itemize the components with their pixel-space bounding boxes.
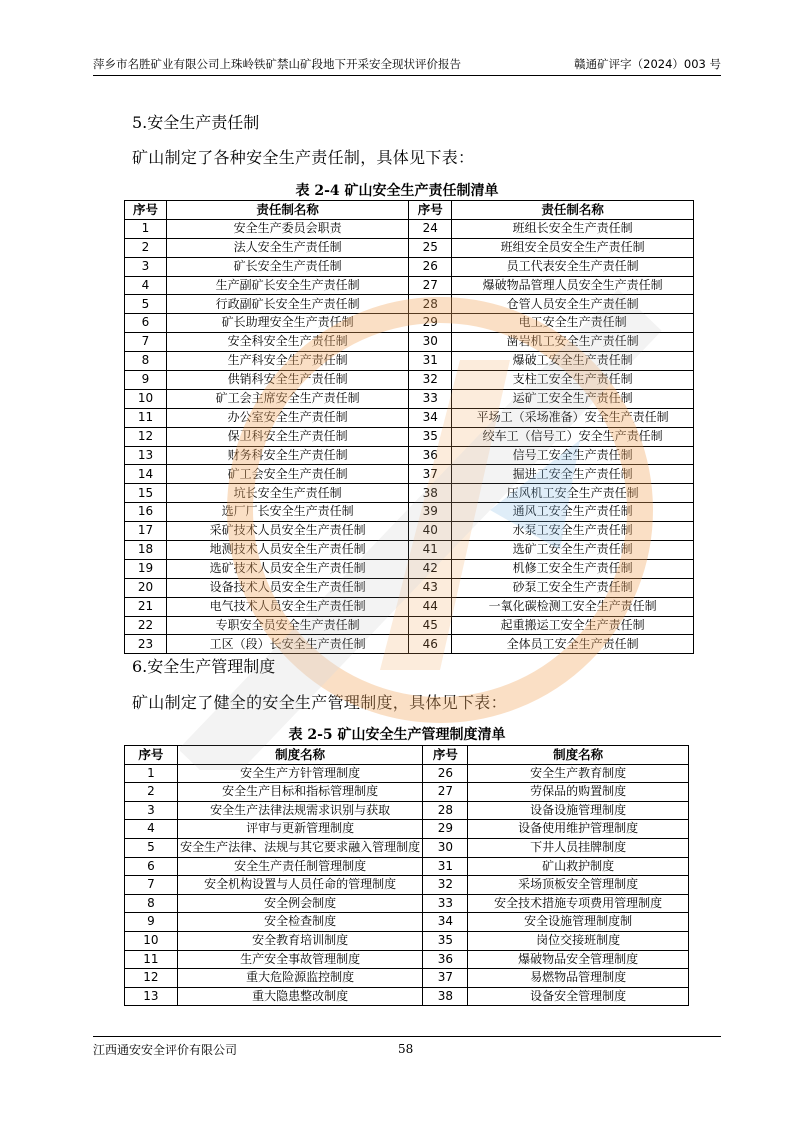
row-number-cell: 9 (125, 371, 167, 390)
item-name-cell: 平场工（采场准备）安全生产责任制 (452, 408, 694, 427)
row-number-cell: 34 (409, 408, 452, 427)
row-number-cell: 12 (125, 969, 178, 988)
row-number-cell: 40 (409, 522, 452, 541)
footer-company: 江西通安安全评价有限公司 (93, 1043, 238, 1057)
table-row (125, 465, 694, 484)
table-2-5-caption: 表 2-5 矿山安全生产管理制度清单 (288, 727, 506, 743)
row-number-cell: 44 (409, 597, 452, 616)
table-row (125, 838, 689, 857)
item-name-cell: 地测技术人员安全生产责任制 (166, 541, 408, 560)
item-name-cell: 法人安全生产责任制 (166, 238, 408, 257)
row-number-cell: 2 (125, 783, 178, 802)
row-number-cell: 3 (125, 801, 178, 820)
item-name-cell: 绞车工（信号工）安全生产责任制 (452, 427, 694, 446)
item-name-cell: 财务科安全生产责任制 (166, 446, 408, 465)
item-name-cell: 机修工安全生产责任制 (452, 559, 694, 578)
table-row (125, 484, 694, 503)
item-name-cell: 安全教育培训制度 (177, 931, 423, 950)
item-name-cell: 支柱工安全生产责任制 (452, 371, 694, 390)
row-number-cell: 41 (409, 541, 452, 560)
item-name-cell: 安全生产方针管理制度 (177, 764, 423, 783)
row-number-cell: 21 (125, 597, 167, 616)
row-number-cell: 7 (125, 876, 178, 895)
item-name-cell: 生产副矿长安全生产责任制 (166, 276, 408, 295)
row-number-cell: 25 (409, 238, 452, 257)
row-number-cell: 29 (423, 820, 468, 839)
row-number-cell: 3 (125, 257, 167, 276)
section-5-paragraph: 矿山制定了各种安全生产责任制，具体见下表： (132, 148, 475, 167)
column-header: 序号 (125, 201, 167, 220)
table-row (125, 333, 694, 352)
item-name-cell: 掘进工安全生产责任制 (452, 465, 694, 484)
item-name-cell: 班组长安全生产责任制 (452, 219, 694, 238)
table-row (125, 616, 694, 635)
table-header-row (125, 201, 694, 220)
table-2-4-caption: 表 2-4 矿山安全生产责任制清单 (295, 183, 499, 199)
row-number-cell: 32 (423, 876, 468, 895)
row-number-cell: 37 (409, 465, 452, 484)
table-row (125, 389, 694, 408)
table-row (125, 371, 694, 390)
table-row (125, 820, 689, 839)
item-name-cell: 矿工会主席安全生产责任制 (166, 389, 408, 408)
row-number-cell: 31 (409, 352, 452, 371)
row-number-cell: 46 (409, 635, 452, 654)
table-row (125, 950, 689, 969)
row-number-cell: 35 (423, 931, 468, 950)
item-name-cell: 电工安全生产责任制 (452, 314, 694, 333)
item-name-cell: 矿长助理安全生产责任制 (166, 314, 408, 333)
item-name-cell: 仓管人员安全生产责任制 (452, 295, 694, 314)
item-name-cell: 安全机构设置与人员任命的管理制度 (177, 876, 423, 895)
row-number-cell: 30 (409, 333, 452, 352)
item-name-cell: 爆破物品安全管理制度 (468, 950, 689, 969)
row-number-cell: 38 (423, 987, 468, 1006)
table-row (125, 427, 694, 446)
table-row (125, 219, 694, 238)
row-number-cell: 4 (125, 276, 167, 295)
row-number-cell: 11 (125, 408, 167, 427)
table-header-row (125, 746, 689, 765)
item-name-cell: 选厂厂长安全生产责任制 (166, 503, 408, 522)
row-number-cell: 42 (409, 559, 452, 578)
table-row (125, 801, 689, 820)
row-number-cell: 5 (125, 295, 167, 314)
table-row (125, 876, 689, 895)
section-5-title: 5.安全生产责任制 (132, 113, 260, 132)
row-number-cell: 1 (125, 219, 167, 238)
item-name-cell: 保卫科安全生产责任制 (166, 427, 408, 446)
item-name-cell: 设备设施管理制度 (468, 801, 689, 820)
table-row (125, 597, 694, 616)
item-name-cell: 坑长安全生产责任制 (166, 484, 408, 503)
row-number-cell: 28 (409, 295, 452, 314)
table-row (125, 559, 694, 578)
item-name-cell: 安全技术措施专项费用管理制度 (468, 894, 689, 913)
row-number-cell: 12 (125, 427, 167, 446)
row-number-cell: 27 (409, 276, 452, 295)
item-name-cell: 一氧化碳检测工安全生产责任制 (452, 597, 694, 616)
column-header: 序号 (409, 201, 452, 220)
item-name-cell: 安全生产目标和指标管理制度 (177, 783, 423, 802)
row-number-cell: 19 (125, 559, 167, 578)
management-system-table (124, 745, 689, 1006)
item-name-cell: 行政副矿长安全生产责任制 (166, 295, 408, 314)
item-name-cell: 易燃物品管理制度 (468, 969, 689, 988)
column-header: 制度名称 (468, 746, 689, 765)
item-name-cell: 专职安全员安全生产责任制 (166, 616, 408, 635)
item-name-cell: 矿长安全生产责任制 (166, 257, 408, 276)
item-name-cell: 安全生产教育制度 (468, 764, 689, 783)
row-number-cell: 45 (409, 616, 452, 635)
item-name-cell: 起重搬运工安全生产责任制 (452, 616, 694, 635)
row-number-cell: 30 (423, 838, 468, 857)
item-name-cell: 评审与更新管理制度 (177, 820, 423, 839)
row-number-cell: 9 (125, 913, 178, 932)
row-number-cell: 37 (423, 969, 468, 988)
header-report-title: 萍乡市名胜矿业有限公司上珠岭铁矿禁山矿段地下开采安全现状评价报告 (93, 57, 461, 71)
item-name-cell: 安全生产法律法规需求识别与获取 (177, 801, 423, 820)
table-row (125, 969, 689, 988)
section-6-paragraph: 矿山制定了健全的安全生产管理制度，具体见下表： (132, 693, 507, 712)
item-name-cell: 安全生产委员会职责 (166, 219, 408, 238)
row-number-cell: 33 (423, 894, 468, 913)
item-name-cell: 供销科安全生产责任制 (166, 371, 408, 390)
table-row (125, 913, 689, 932)
row-number-cell: 6 (125, 314, 167, 333)
table-row (125, 352, 694, 371)
row-number-cell: 38 (409, 484, 452, 503)
row-number-cell: 2 (125, 238, 167, 257)
row-number-cell: 27 (423, 783, 468, 802)
row-number-cell: 36 (423, 950, 468, 969)
column-header: 责任制名称 (452, 201, 694, 220)
row-number-cell: 1 (125, 764, 178, 783)
item-name-cell: 安全检查制度 (177, 913, 423, 932)
item-name-cell: 生产科安全生产责任制 (166, 352, 408, 371)
item-name-cell: 选矿技术人员安全生产责任制 (166, 559, 408, 578)
item-name-cell: 岗位交接班制度 (468, 931, 689, 950)
item-name-cell: 通风工安全生产责任制 (452, 503, 694, 522)
item-name-cell: 安全生产法律、法规与其它要求融入管理制度 (177, 838, 423, 857)
row-number-cell: 20 (125, 578, 167, 597)
row-number-cell: 8 (125, 894, 178, 913)
table-row (125, 408, 694, 427)
item-name-cell: 爆破工安全生产责任制 (452, 352, 694, 371)
page-number: 58 (398, 1042, 414, 1056)
table-row (125, 295, 694, 314)
row-number-cell: 26 (409, 257, 452, 276)
item-name-cell: 设备使用维护管理制度 (468, 820, 689, 839)
table-row (125, 541, 694, 560)
row-number-cell: 26 (423, 764, 468, 783)
row-number-cell: 13 (125, 446, 167, 465)
item-name-cell: 电气技术人员安全生产责任制 (166, 597, 408, 616)
row-number-cell: 16 (125, 503, 167, 522)
item-name-cell: 矿山救护制度 (468, 857, 689, 876)
row-number-cell: 7 (125, 333, 167, 352)
page-header (93, 56, 721, 76)
row-number-cell: 39 (409, 503, 452, 522)
header-report-number: 赣通矿评字（2024）003 号 (574, 57, 721, 71)
table-row (125, 931, 689, 950)
table-row (125, 446, 694, 465)
row-number-cell: 28 (423, 801, 468, 820)
item-name-cell: 信号工安全生产责任制 (452, 446, 694, 465)
table-row (125, 857, 689, 876)
row-number-cell: 6 (125, 857, 178, 876)
row-number-cell: 13 (125, 987, 178, 1006)
table-row (125, 257, 694, 276)
item-name-cell: 全体员工安全生产责任制 (452, 635, 694, 654)
item-name-cell: 劳保品的购置制度 (468, 783, 689, 802)
item-name-cell: 爆破物品管理人员安全生产责任制 (452, 276, 694, 295)
table-row (125, 894, 689, 913)
table-row (125, 503, 694, 522)
row-number-cell: 17 (125, 522, 167, 541)
column-header: 序号 (423, 746, 468, 765)
item-name-cell: 生产安全事故管理制度 (177, 950, 423, 969)
item-name-cell: 重大隐患整改制度 (177, 987, 423, 1006)
item-name-cell: 安全科安全生产责任制 (166, 333, 408, 352)
table-row (125, 783, 689, 802)
row-number-cell: 36 (409, 446, 452, 465)
table-row (125, 987, 689, 1006)
table-row (125, 764, 689, 783)
item-name-cell: 班组安全员安全生产责任制 (452, 238, 694, 257)
table-row (125, 276, 694, 295)
row-number-cell: 8 (125, 352, 167, 371)
item-name-cell: 采场顶板安全管理制度 (468, 876, 689, 895)
table-row (125, 314, 694, 333)
item-name-cell: 设备安全管理制度 (468, 987, 689, 1006)
item-name-cell: 安全生产责任制管理制度 (177, 857, 423, 876)
item-name-cell: 压风机工安全生产责任制 (452, 484, 694, 503)
item-name-cell: 矿工会安全生产责任制 (166, 465, 408, 484)
row-number-cell: 34 (423, 913, 468, 932)
row-number-cell: 11 (125, 950, 178, 969)
row-number-cell: 29 (409, 314, 452, 333)
responsibility-table (124, 200, 694, 654)
column-header: 序号 (125, 746, 178, 765)
item-name-cell: 采矿技术人员安全生产责任制 (166, 522, 408, 541)
item-name-cell: 下井人员挂牌制度 (468, 838, 689, 857)
row-number-cell: 10 (125, 931, 178, 950)
row-number-cell: 31 (423, 857, 468, 876)
item-name-cell: 安全例会制度 (177, 894, 423, 913)
item-name-cell: 运矿工安全生产责任制 (452, 389, 694, 408)
row-number-cell: 14 (125, 465, 167, 484)
item-name-cell: 工区（段）长安全生产责任制 (166, 635, 408, 654)
item-name-cell: 设备技术人员安全生产责任制 (166, 578, 408, 597)
column-header: 责任制名称 (166, 201, 408, 220)
row-number-cell: 33 (409, 389, 452, 408)
item-name-cell: 砂泵工安全生产责任制 (452, 578, 694, 597)
row-number-cell: 5 (125, 838, 178, 857)
item-name-cell: 员工代表安全生产责任制 (452, 257, 694, 276)
table-row (125, 238, 694, 257)
column-header: 制度名称 (177, 746, 423, 765)
table-row (125, 522, 694, 541)
row-number-cell: 10 (125, 389, 167, 408)
item-name-cell: 水泵工安全生产责任制 (452, 522, 694, 541)
table-row (125, 635, 694, 654)
row-number-cell: 24 (409, 219, 452, 238)
item-name-cell: 凿岩机工安全生产责任制 (452, 333, 694, 352)
item-name-cell: 办公室安全生产责任制 (166, 408, 408, 427)
row-number-cell: 18 (125, 541, 167, 560)
row-number-cell: 22 (125, 616, 167, 635)
item-name-cell: 选矿工安全生产责任制 (452, 541, 694, 560)
row-number-cell: 23 (125, 635, 167, 654)
table-row (125, 578, 694, 597)
section-6-title: 6.安全生产管理制度 (132, 657, 276, 676)
item-name-cell: 重大危险源监控制度 (177, 969, 423, 988)
row-number-cell: 15 (125, 484, 167, 503)
row-number-cell: 35 (409, 427, 452, 446)
row-number-cell: 32 (409, 371, 452, 390)
row-number-cell: 4 (125, 820, 178, 839)
row-number-cell: 43 (409, 578, 452, 597)
item-name-cell: 安全设施管理制度制 (468, 913, 689, 932)
